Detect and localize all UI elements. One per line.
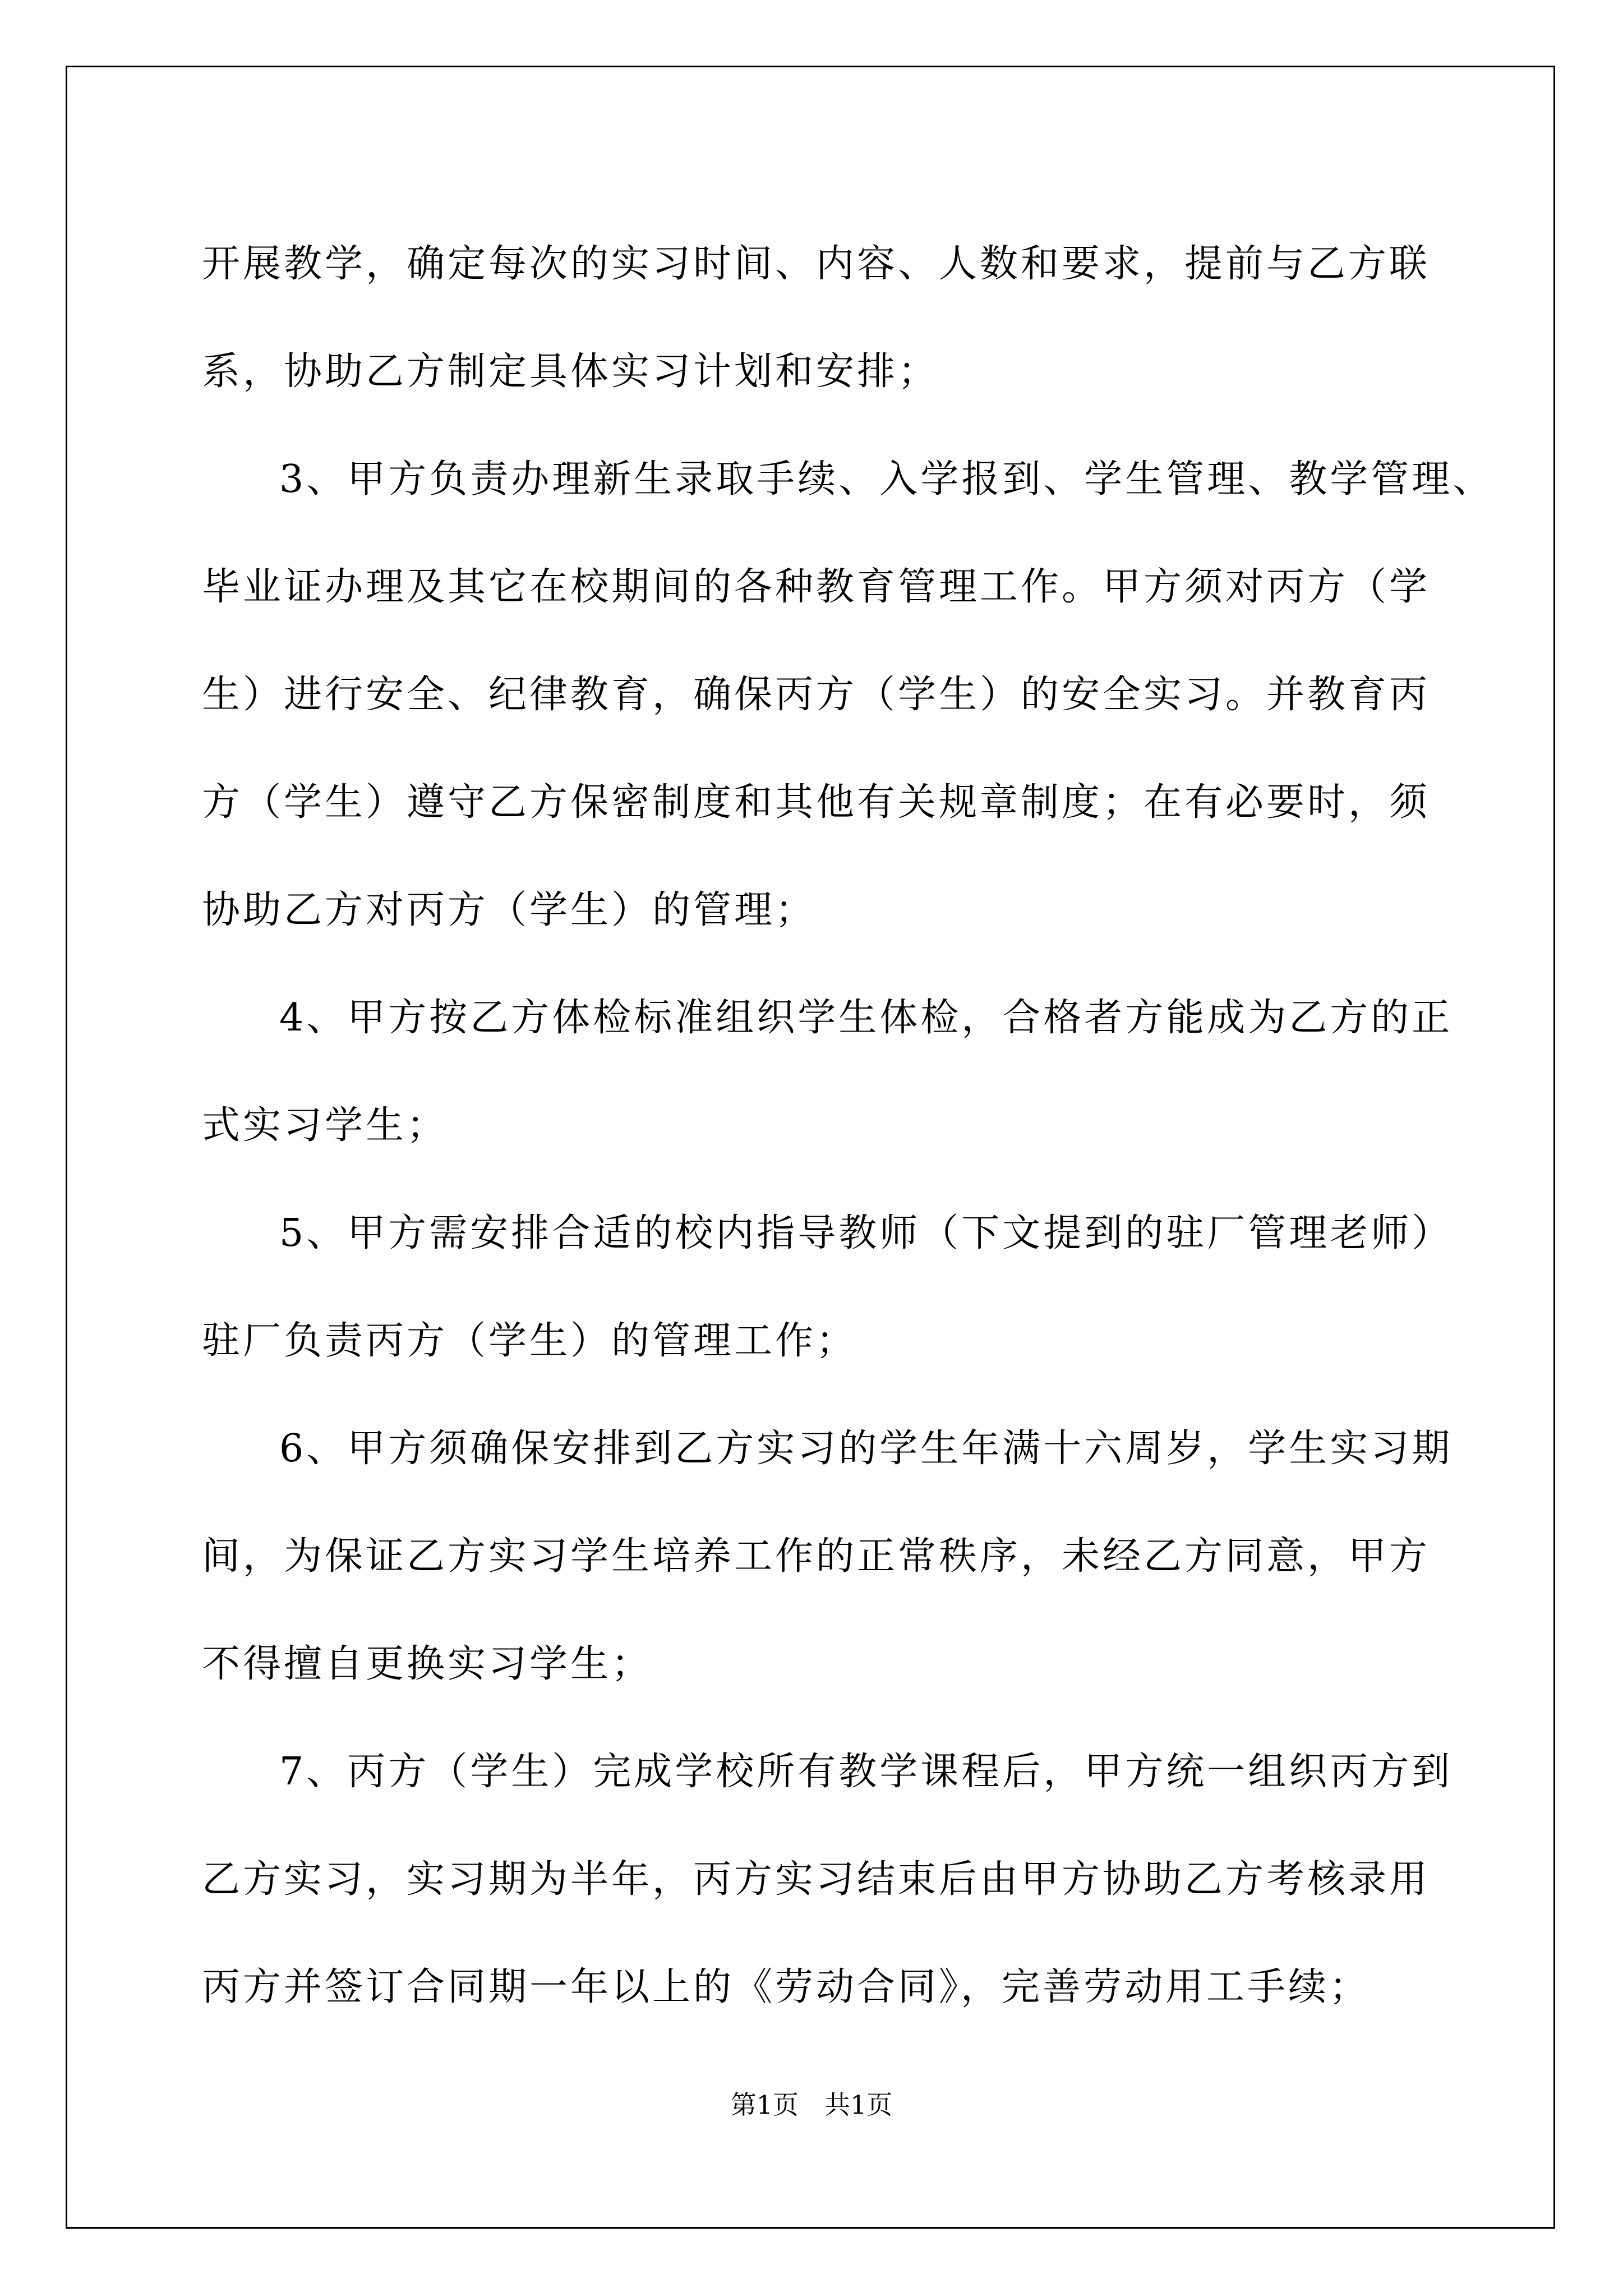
text-line-12: 6、甲方须确保安排到乙方实习的学生年满十六周岁，学生实习期 <box>279 1427 1453 1471</box>
text-line-3: 3、甲方负责办理新生录取手续、入学报到、学生管理、教学管理、 <box>279 457 1494 501</box>
text-line-9: 式实习学生； <box>202 1103 448 1148</box>
text-line-14: 不得擅自更换实习学生； <box>202 1642 653 1686</box>
text-line-4: 毕业证办理及其它在校期间的各种教育管理工作。甲方须对丙方（学 <box>202 565 1431 609</box>
text-line-13: 间，为保证乙方实习学生培养工作的正常秩序，未经乙方同意，甲方 <box>202 1534 1431 1579</box>
text-line-2: 系，协助乙方制定具体实习计划和安排； <box>202 349 939 394</box>
text-line-7: 协助乙方对丙方（学生）的管理； <box>202 888 817 932</box>
text-line-15: 7、丙方（学生）完成学校所有教学课程后，甲方统一组织丙方到 <box>279 1750 1453 1794</box>
text-line-8: 4、甲方按乙方体检标准组织学生体检，合格者方能成为乙方的正 <box>279 996 1453 1040</box>
page-number: 第1页 <box>730 2090 799 2120</box>
text-line-6: 方（学生）遵守乙方保密制度和其他有关规章制度；在有必要时，须 <box>202 780 1431 825</box>
text-line-5: 生）进行安全、纪律教育，确保丙方（学生）的安全实习。并教育丙 <box>202 673 1431 717</box>
text-line-17: 丙方并签订合同期一年以上的《劳动合同》，完善劳动用工手续； <box>202 1965 1371 2009</box>
document-body <box>202 210 1494 2041</box>
page-footer <box>0 2088 1623 2122</box>
text-line-1: 开展教学，确定每次的实习时间、内容、人数和要求，提前与乙方联 <box>202 242 1431 286</box>
page-total: 共1页 <box>824 2090 893 2120</box>
text-line-16: 乙方实习，实习期为半年，丙方实习结束后由甲方协助乙方考核录用 <box>202 1857 1431 1902</box>
text-line-11: 驻厂负责丙方（学生）的管理工作； <box>202 1319 857 1363</box>
text-line-10: 5、甲方需安排合适的校内指导教师（下文提到的驻厂管理老师） <box>279 1211 1453 1255</box>
